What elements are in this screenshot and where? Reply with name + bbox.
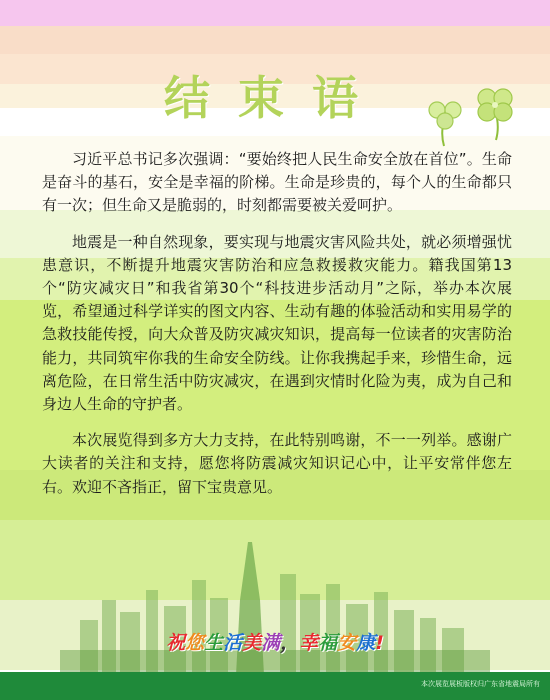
slogan-char: 幸 <box>299 632 319 654</box>
slogan-char: 康 <box>356 632 376 654</box>
slogan-char: 福 <box>318 632 338 654</box>
closing-remarks-body <box>42 148 512 512</box>
slogan-char: 安 <box>337 632 357 654</box>
paragraph: 习近平总书记多次强调：“要始终把人民生命安全放在首位”。生命是奋斗的基石，安全是幸福的阶梯。生命是珍贵的，每个人的生命都只有一次；但生命又是脆弱的，时刻都需要被关爱呵护。 <box>42 150 512 215</box>
slogan-char: 您 <box>185 632 205 654</box>
slogan-char: ， <box>280 632 300 654</box>
three-leaf-clover-icon <box>424 92 466 148</box>
slogan <box>0 628 550 655</box>
slogan-char: 活 <box>223 632 243 654</box>
slogan-char: 生 <box>204 632 224 654</box>
copyright-credit: 本次展览展板版权归广东省地震局所有 <box>421 680 540 688</box>
slogan-char: 美 <box>242 632 262 654</box>
slogan-char: 祝 <box>166 632 186 654</box>
four-leaf-clover-icon <box>470 82 520 142</box>
background-stripe <box>0 26 550 54</box>
background-stripe <box>0 0 550 26</box>
slogan-char: ! <box>375 632 384 654</box>
paragraph: 本次展览得到多方大力支持，在此特别鸣谢，不一一列举。感谢广大读者的关注和支持，愿您将防震减灾知识记心中，让平安常伴您左右。欢迎不吝指正，留下宝贵意见。 <box>42 431 512 496</box>
page-title: 结束语 <box>164 71 386 125</box>
slogan-char: 满 <box>261 632 281 654</box>
paragraph: 地震是一种自然现象，要实现与地震灾害风险共处，就必须增强忧患意识，不断提升地震灾害防治和应急救援救灾能力。籍我国第13个“防灾减灾日”和我省第30个“科技进步活动月”之际，举办本次展览，希望通过科学详实的图文内容、生动有趣的体验活动和实用易学的急救技能传授，向大众普及防灾减灾知识，提高每一位读者的灾害防治能力，共同筑牢你我的生命安全防线。让你我携起手来，珍惜生命，远离危险，在日常生活中防灾减灾，在遇到灾情时化险为夷，成为自己和身边人生命的守护者。 <box>42 232 512 414</box>
